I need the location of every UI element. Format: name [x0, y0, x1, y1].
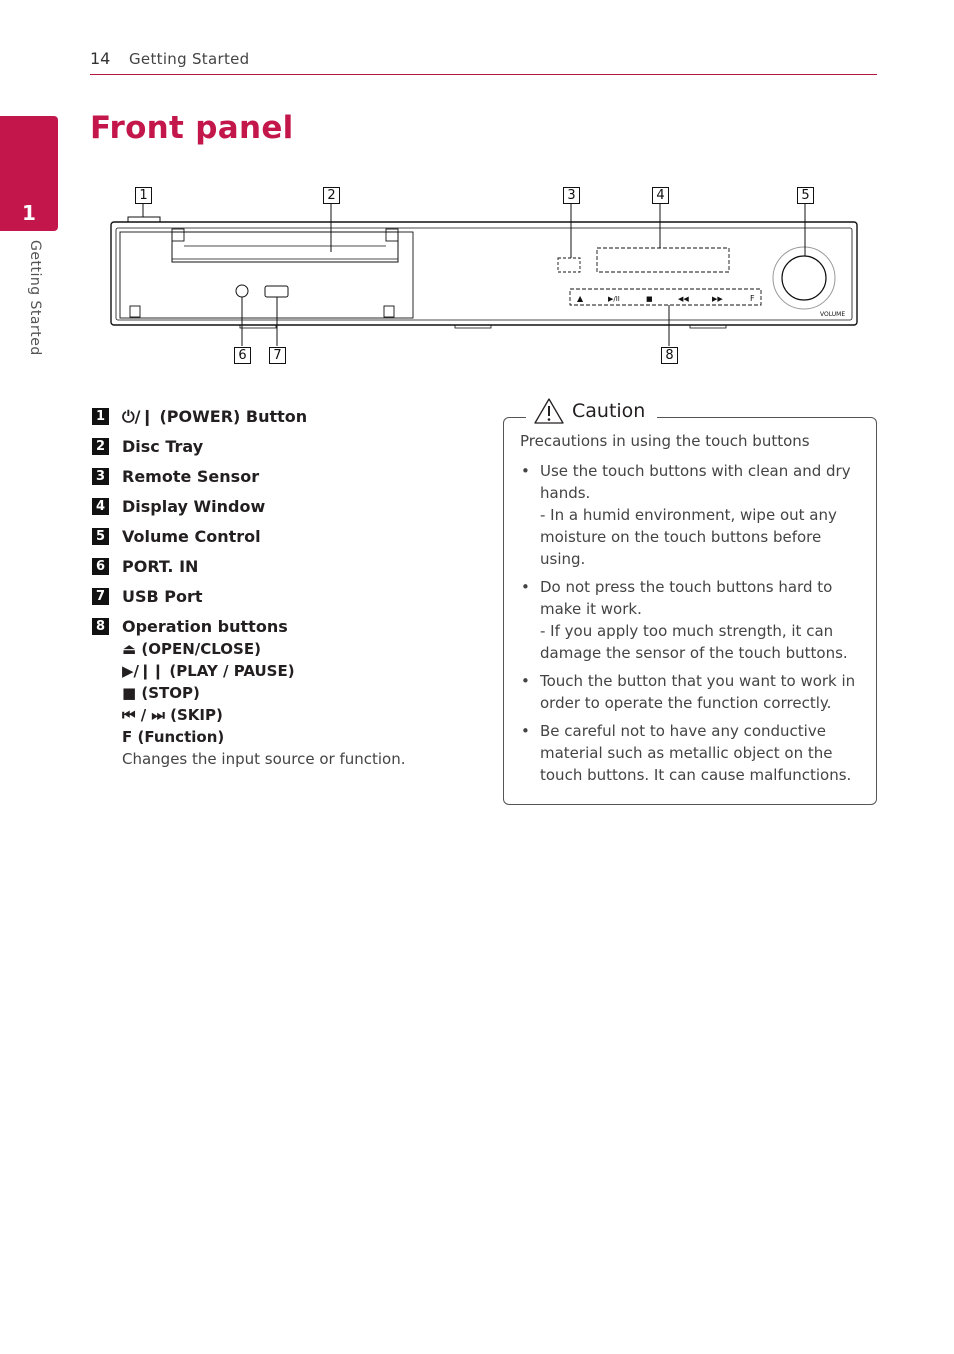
item-number: 8 — [92, 618, 109, 635]
function-description: Changes the input source or function. — [122, 750, 406, 768]
caution-point — [520, 460, 865, 570]
callout-3: 3 — [563, 187, 580, 204]
list-item — [92, 436, 472, 458]
front-panel-illustration — [100, 180, 870, 370]
caution-point-text: Be careful not to have any conductive material such as metallic object on the touch buttons. It can cause malfunctions. — [540, 722, 852, 784]
caution-point-text: Do not press the touch buttons hard to make it work. — [540, 578, 833, 618]
item-label: Disc Tray — [122, 437, 204, 456]
item-label: USB Port — [122, 587, 203, 606]
front-panel-diagram — [100, 180, 870, 370]
item-number: 7 — [92, 588, 109, 605]
list-item — [92, 586, 472, 608]
caution-point-note: - If you apply too much strength, it can damage the sensor of the touch buttons. — [540, 622, 848, 662]
item-label: Operation buttons — [122, 617, 288, 636]
caution-point — [520, 576, 865, 664]
play-pause-label: ▶/❙❙ (PLAY / PAUSE) — [122, 662, 295, 680]
caution-list — [520, 460, 865, 792]
bullet-icon: • — [521, 722, 530, 740]
item-number: 6 — [92, 558, 109, 575]
item-label: PORT. IN — [122, 557, 199, 576]
svg-text:▲: ▲ — [577, 294, 584, 303]
caution-point — [520, 670, 865, 714]
chapter-number: 1 — [22, 201, 36, 225]
callout-2: 2 — [323, 187, 340, 204]
callout-1: 1 — [135, 187, 152, 204]
list-item — [92, 556, 472, 578]
list-item — [92, 406, 472, 428]
list-item — [92, 616, 472, 770]
item-label: Display Window — [122, 497, 266, 516]
callout-5: 5 — [797, 187, 814, 204]
item-label: ⏻/❙ (POWER) Button — [122, 407, 308, 426]
svg-text:F: F — [750, 294, 755, 303]
open-close-label: ⏏ (OPEN/CLOSE) — [122, 640, 261, 658]
part-list — [92, 406, 472, 778]
svg-text:■: ■ — [646, 295, 653, 303]
skip-label: ⏮ / ⏭ (SKIP) — [122, 706, 223, 724]
svg-text:VOLUME: VOLUME — [820, 311, 846, 318]
callout-7: 7 — [269, 347, 286, 364]
page-title: Front panel — [90, 110, 294, 146]
caution-title: Caution — [572, 400, 646, 422]
function-label: F (Function) — [122, 728, 225, 746]
chapter-label: Getting Started — [27, 240, 43, 356]
chapter-tab — [0, 116, 58, 231]
item-number: 1 — [92, 408, 109, 425]
caution-point-note: - In a humid environment, wipe out any moisture on the touch buttons before using. — [540, 506, 837, 568]
caution-point-text: Use the touch buttons with clean and dry hands. — [540, 462, 851, 502]
callout-6: 6 — [234, 347, 251, 364]
item-number: 3 — [92, 468, 109, 485]
svg-text:▶▶: ▶▶ — [712, 295, 723, 303]
callout-8: 8 — [661, 347, 678, 364]
item-number: 4 — [92, 498, 109, 515]
list-item — [92, 526, 472, 548]
header-rule — [90, 74, 877, 75]
warning-triangle-icon — [534, 398, 564, 424]
stop-label: ■ (STOP) — [122, 684, 200, 702]
caution-box — [503, 400, 877, 805]
callout-4: 4 — [652, 187, 669, 204]
page-number: 14 — [90, 49, 111, 68]
svg-text:▶/II: ▶/II — [608, 295, 620, 303]
bullet-icon: • — [521, 672, 530, 690]
list-item — [92, 466, 472, 488]
caution-intro: Precautions in using the touch buttons — [520, 432, 810, 450]
bullet-icon: • — [521, 578, 530, 596]
list-item — [92, 496, 472, 518]
item-number: 5 — [92, 528, 109, 545]
svg-text:◀◀: ◀◀ — [678, 295, 689, 303]
item-number: 2 — [92, 438, 109, 455]
caution-header — [526, 396, 657, 426]
item-label: Volume Control — [122, 527, 261, 546]
caution-point-text: Touch the button that you want to work in order to operate the function correctly. — [540, 672, 856, 712]
running-header: Getting Started — [129, 50, 250, 68]
bullet-icon: • — [521, 462, 530, 480]
caution-point — [520, 720, 865, 786]
item-label: Remote Sensor — [122, 467, 260, 486]
